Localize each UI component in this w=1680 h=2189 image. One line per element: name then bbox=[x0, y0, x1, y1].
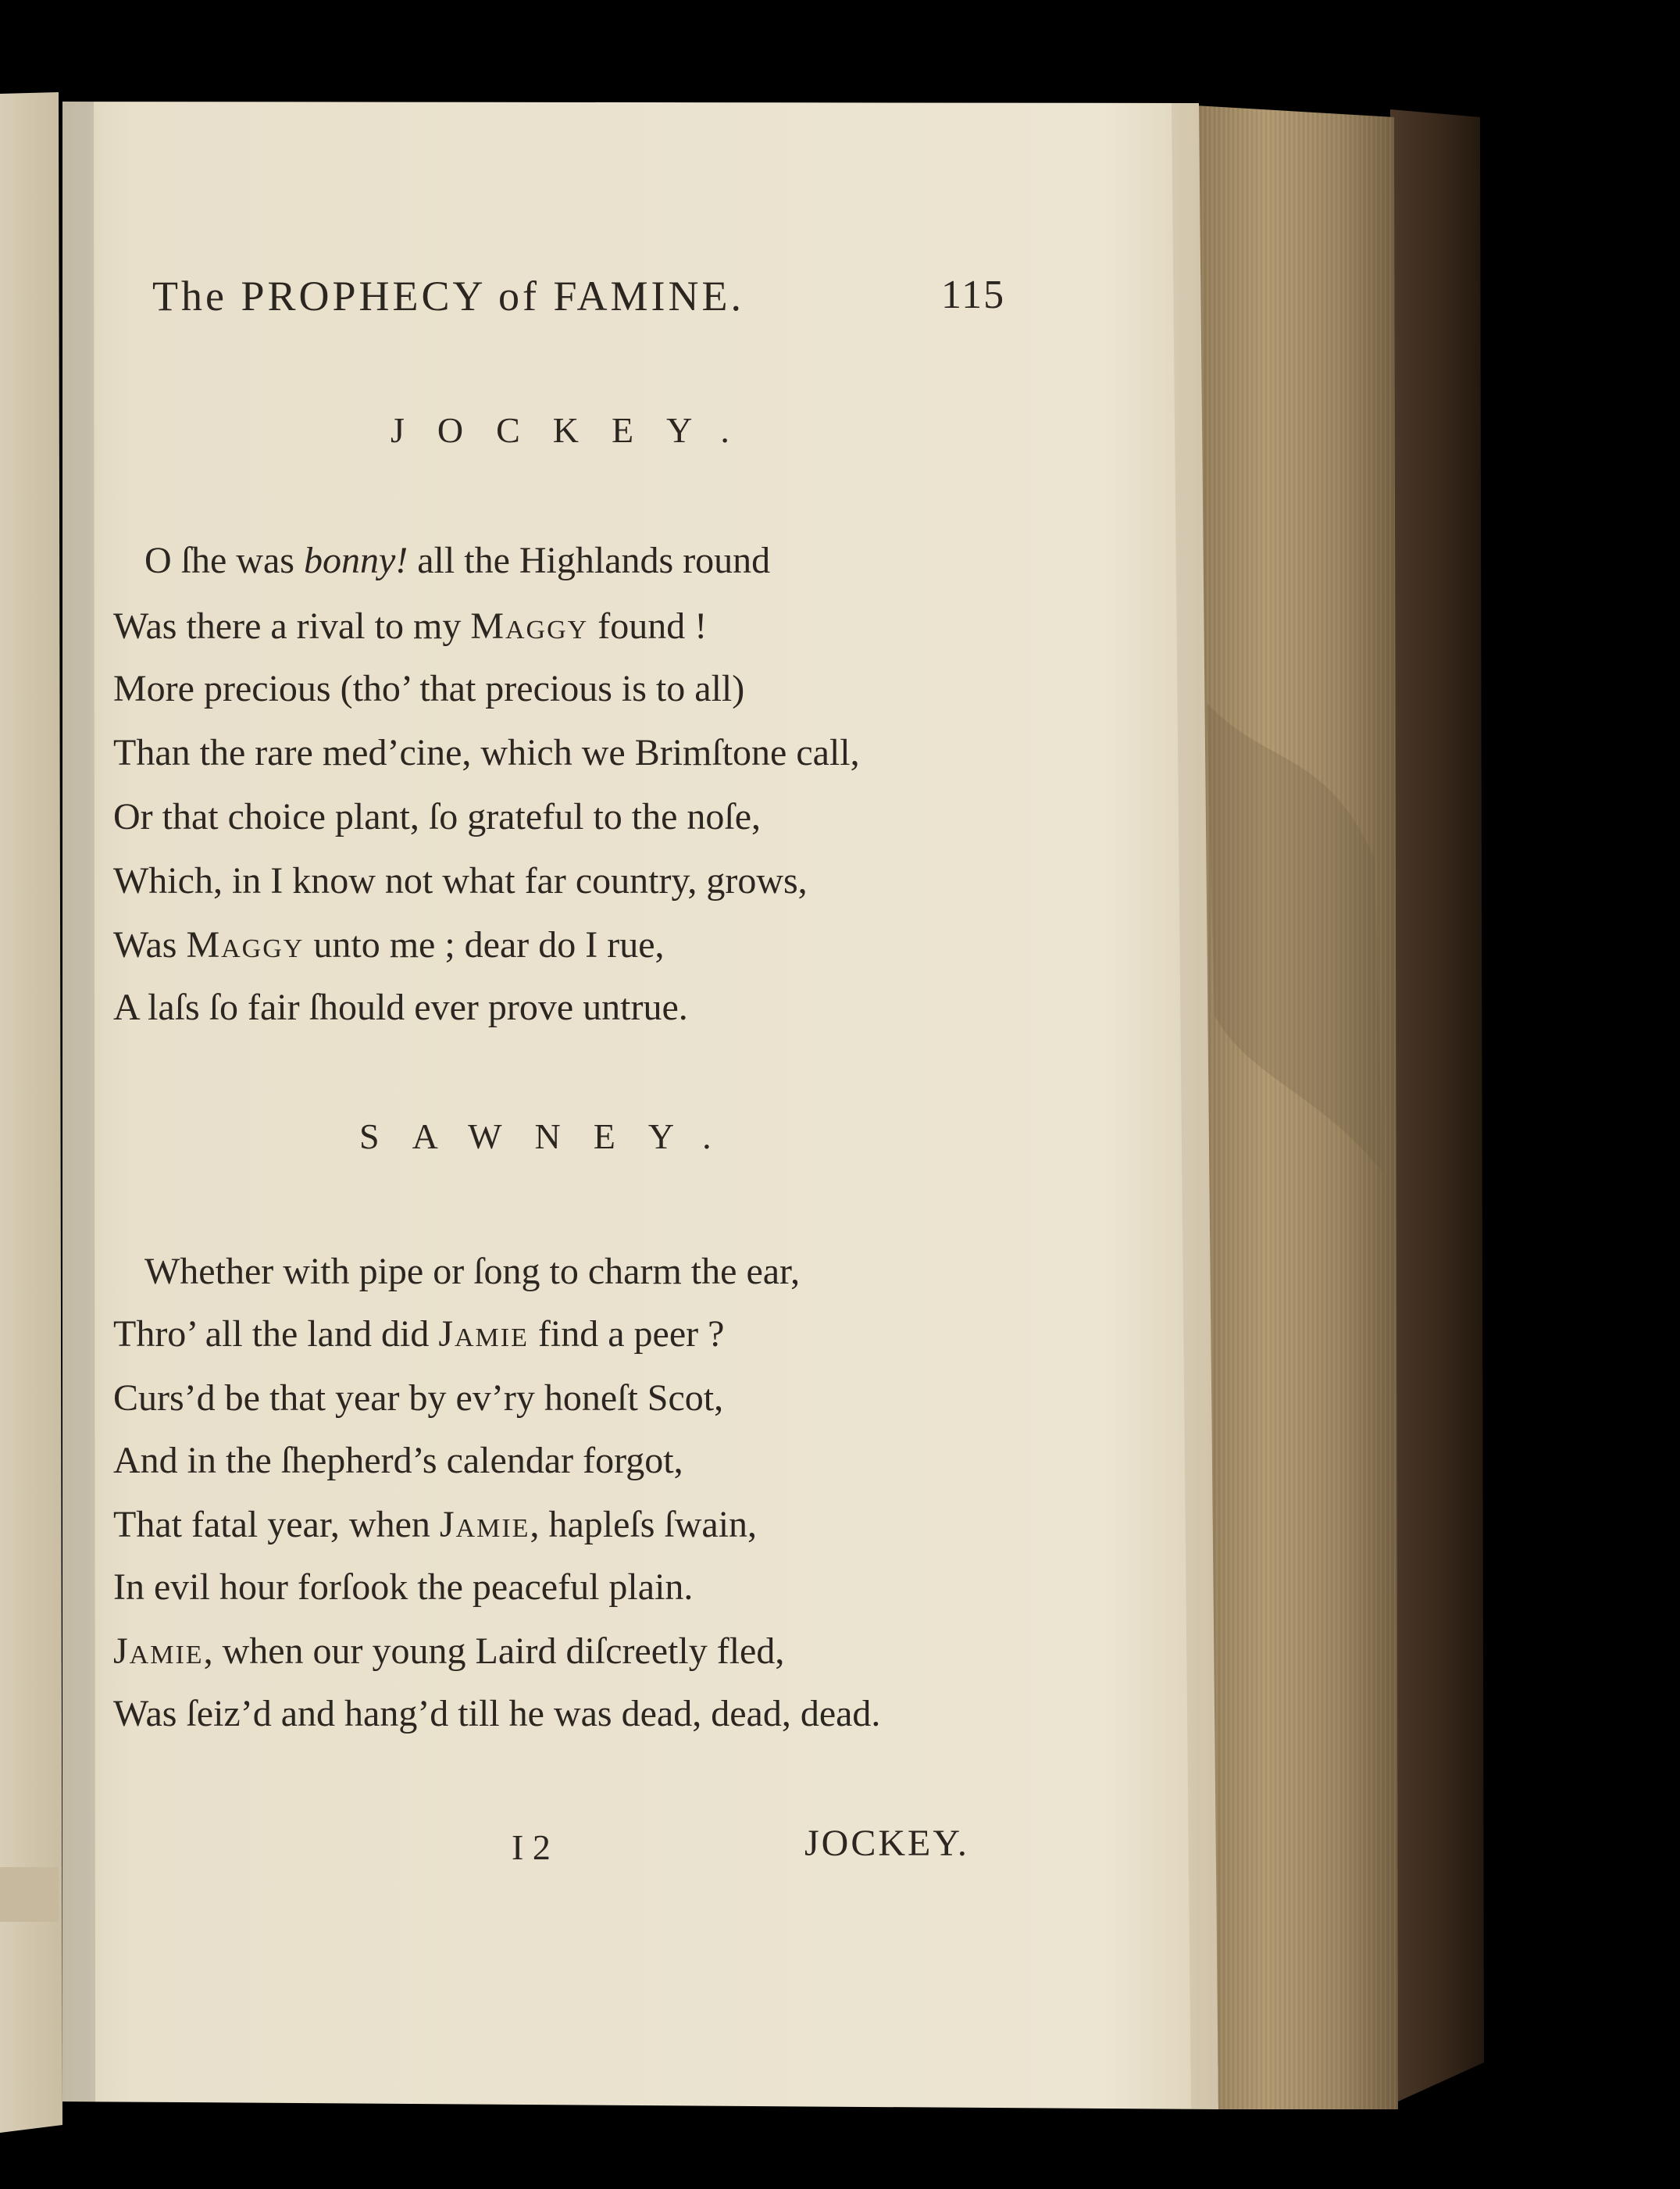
catchword: JOCKEY. bbox=[804, 1823, 969, 1864]
speaker-heading-jockey: JOCKEY. bbox=[391, 410, 762, 450]
verse-line: Than the rare med’cine, which we Brimſtone call, bbox=[113, 732, 860, 773]
verse-line: In evil hour forſook the peaceful plain. bbox=[113, 1566, 694, 1608]
running-title: The PROPHECY of FAMINE. bbox=[152, 273, 745, 320]
speaker-heading-sawney: SAWNEY. bbox=[359, 1116, 744, 1156]
verse-line: Or that choice plant, ſo grateful to the noſe, bbox=[113, 796, 762, 837]
verse-line: O ſhe was bonny! all the Highlands round bbox=[144, 540, 771, 581]
page-number: 115 bbox=[941, 273, 1006, 317]
verse-line: Jamie, when our young Laird diſcreetly fled, bbox=[113, 1630, 785, 1672]
verse-line: Which, in I know not what far country, grows, bbox=[113, 860, 808, 902]
verse-line: A laſs ſo fair ſhould ever prove untrue. bbox=[113, 987, 688, 1028]
verse-line: Curs’d be that year by ev’ry honeſt Scot, bbox=[113, 1377, 724, 1419]
verse-line: That fatal year, when Jamie, hapleſs ſwain, bbox=[113, 1504, 758, 1545]
verse-line: More precious (tho’ that precious is to all) bbox=[113, 668, 745, 709]
verse-line: Whether with pipe or ſong to charm the ear, bbox=[144, 1251, 801, 1292]
verse-line: Was ſeiz’d and hang’d till he was dead, dead, dead. bbox=[113, 1693, 881, 1734]
signature-mark: I 2 bbox=[512, 1827, 551, 1867]
verse-line: Was Maggy unto me ; dear do I rue, bbox=[113, 924, 665, 966]
verse-line: Was there a rival to my Maggy found ! bbox=[113, 605, 708, 647]
verse-line: Thro’ all the land did Jamie find a peer ? bbox=[113, 1313, 725, 1355]
verse-line: And in the ſhepherd’s calendar forgot, bbox=[113, 1440, 683, 1481]
